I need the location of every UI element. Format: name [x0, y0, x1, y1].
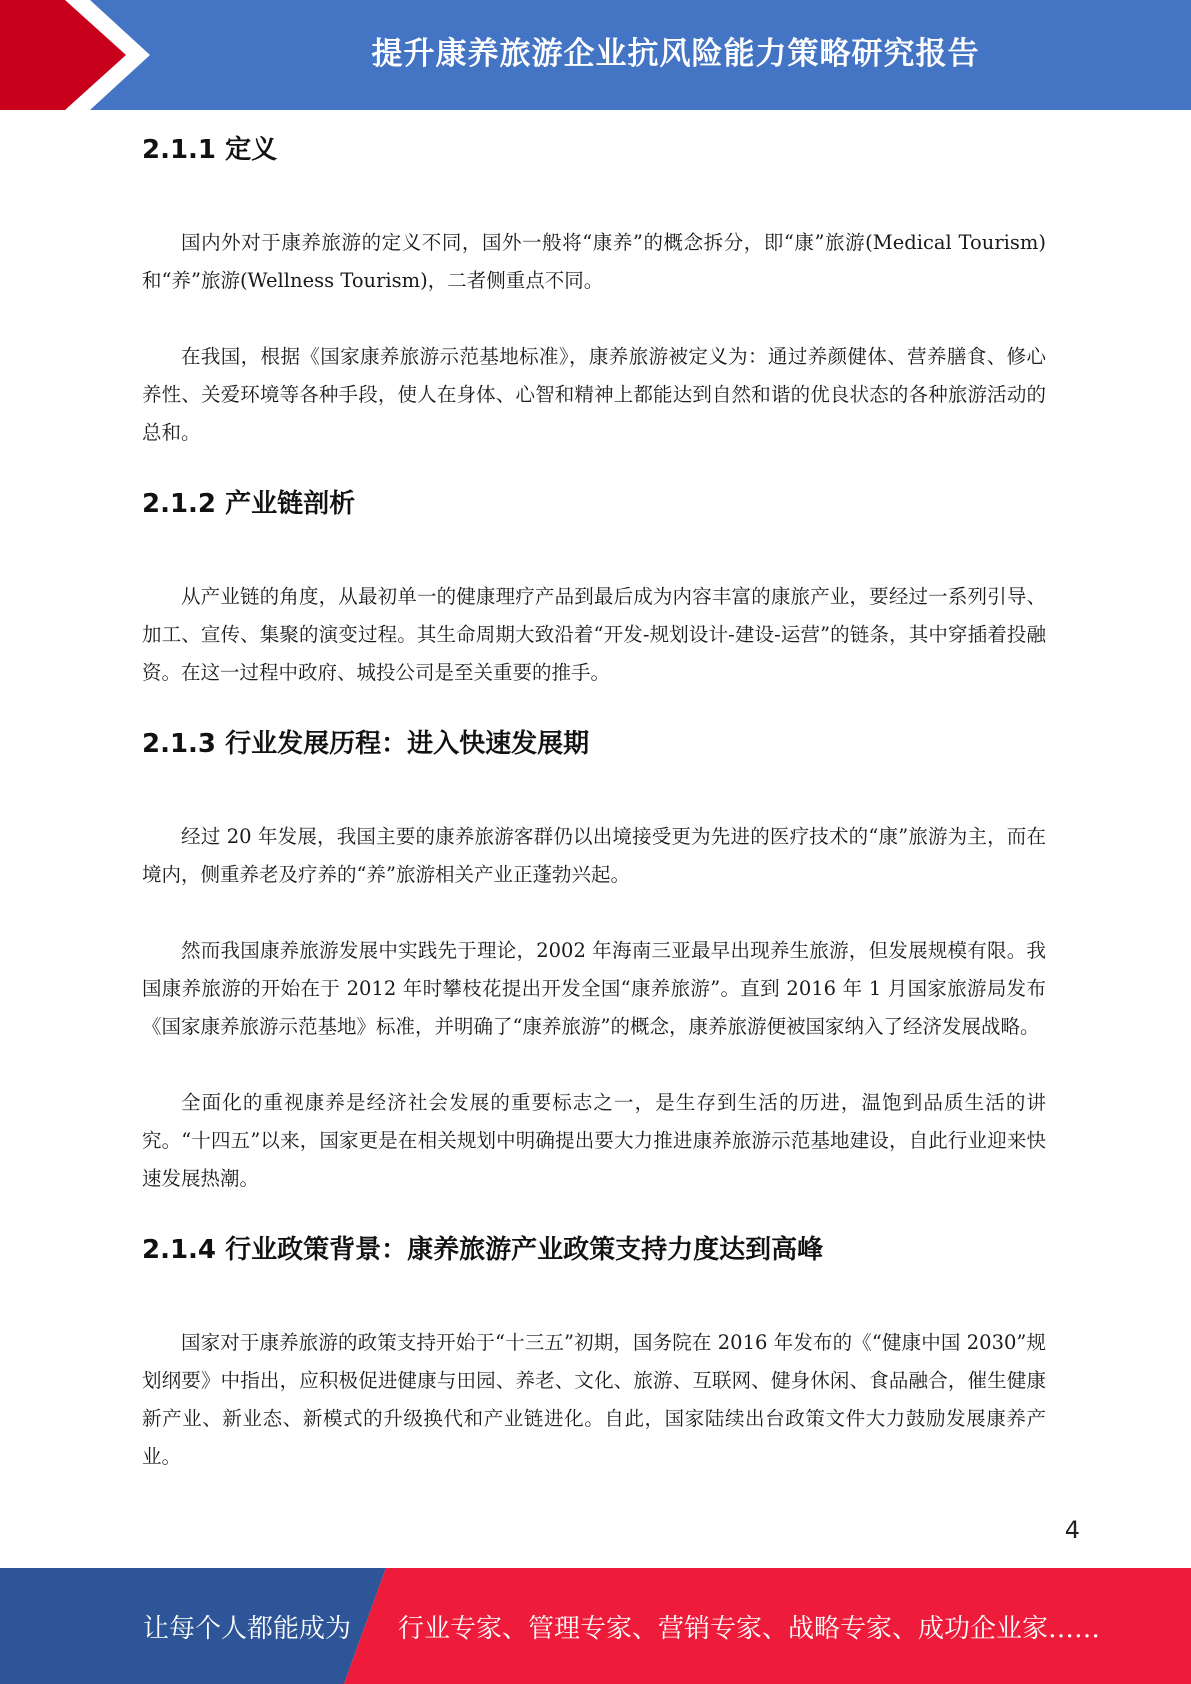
section-heading-2-1-2: 2.1.2 产业链剖析: [142, 489, 356, 519]
report-title: 提升康养旅游企业抗风险能力策略研究报告: [371, 35, 980, 72]
footer-banner: [0, 1568, 1191, 1684]
main-content: [142, 120, 1046, 1476]
page-number: 4: [1064, 1516, 1080, 1544]
section-heading-2-1-3: 2.1.3 行业发展历程：进入快速发展期: [142, 729, 590, 759]
paragraph: 从产业链的角度，从最初单一的健康理疗产品到最后成为内容丰富的康旅产业，要经过一系列引导、加工、宣传、集聚的演变过程。其生命周期大致沿着“开发-规划设计-建设-运营”的链条，其中穿插着投融资。在这一过程中政府、城投公司是至关重要的推手。: [142, 585, 1046, 684]
footer-slogan-right: 行业专家、管理专家、营销专家、战略专家、成功企业家……: [398, 1613, 1101, 1644]
paragraph: 全面化的重视康养是经济社会发展的重要标志之一，是生存到生活的历进，温饱到品质生活的讲究。“十四五”以来，国家更是在相关规划中明确提出要大力推进康养旅游示范基地建设，自此行业迎来快速发展热潮。: [142, 1091, 1046, 1190]
paragraph: 然而我国康养旅游发展中实践先于理论，2002 年海南三亚最早出现养生旅游，但发展规模有限。我国康养旅游的开始在于 2012 年时攀枝花提出开发全国“康养旅游”。直到 2016 年 1 月国家旅游局发布《国家康养旅游示范基地》标准，并明确了“康养旅游”的概念，康养旅游便被国家纳入了经济发展战略。: [142, 939, 1046, 1038]
paragraph: 国内外对于康养旅游的定义不同，国外一般将“康养”的概念拆分，即“康”旅游(Medical Tourism)和“养”旅游(Wellness Tourism)，二者侧重点不同。: [142, 231, 1046, 292]
paragraph: 在我国，根据《国家康养旅游示范基地标准》，康养旅游被定义为：通过养颜健体、营养膳食、修心养性、关爱环境等各种手段，使人在身体、心智和精神上都能达到自然和谐的优良状态的各种旅游活动的总和。: [142, 345, 1046, 444]
section-heading-2-1-1: 2.1.1 定义: [142, 135, 278, 165]
header-banner: [0, 0, 1191, 110]
paragraph: 国家对于康养旅游的政策支持开始于“十三五”初期，国务院在 2016 年发布的《“健康中国 2030”规划纲要》中指出，应积极促进健康与田园、养老、文化、旅游、互联网、健身休闲、食品融合，催生健康新产业、新业态、新模式的升级换代和产业链进化。自此，国家陆续出台政策文件大力鼓励发展康养产业。: [142, 1331, 1046, 1468]
section-heading-2-1-4: 2.1.4 行业政策背景：康养旅游产业政策支持力度达到高峰: [142, 1235, 824, 1265]
paragraph: 经过 20 年发展，我国主要的康养旅游客群仍以出境接受更为先进的医疗技术的“康”旅游为主，而在境内，侧重养老及疗养的“养”旅游相关产业正蓬勃兴起。: [142, 825, 1046, 886]
footer-slogan-left: 让每个人都能成为: [143, 1613, 352, 1644]
